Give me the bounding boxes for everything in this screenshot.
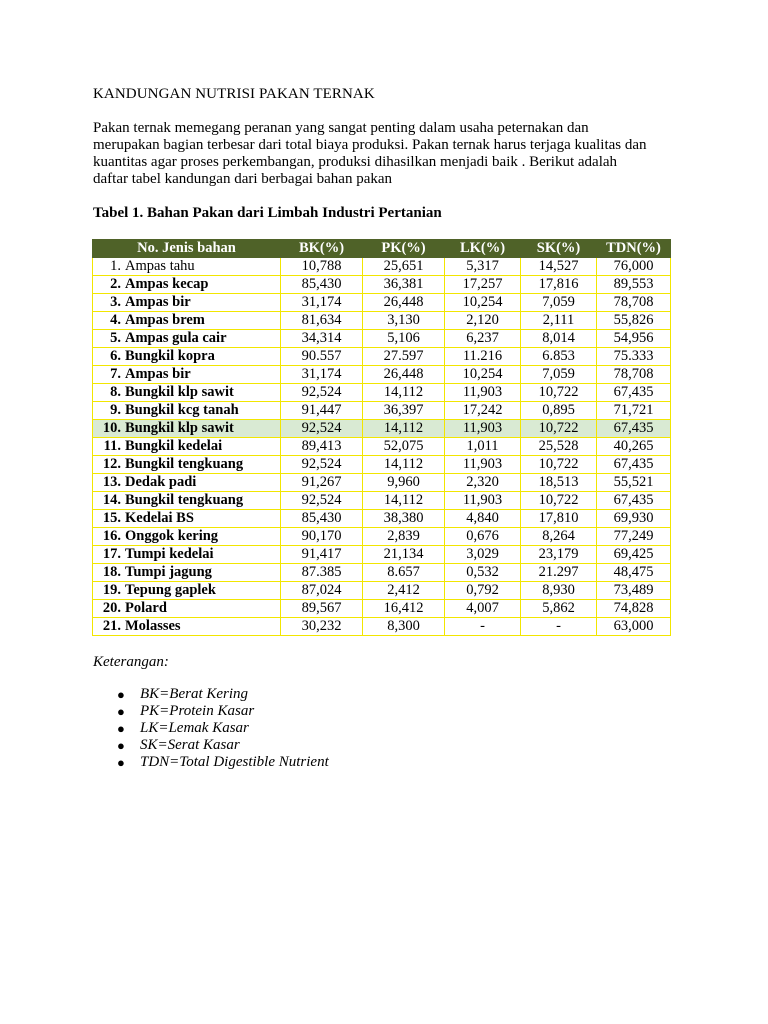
cell-pk: 25,651 [363,258,445,276]
cell-bk: 89,413 [281,438,363,456]
cell-pk: 26,448 [363,294,445,312]
header-cell-bk: BK(%) [281,240,363,258]
nutrition-table [92,239,671,636]
cell-sk: 10,722 [521,456,597,474]
cell-sk: 14,527 [521,258,597,276]
cell-pk: 14,112 [363,420,445,438]
row-number: 8. [110,384,121,400]
cell-tdn: 77,249 [597,528,671,546]
table-row [93,276,671,294]
cell-tdn: 67,435 [597,456,671,474]
cell-sk: 18,513 [521,474,597,492]
row-number: 12. [102,456,121,472]
table-row [93,474,671,492]
cell-lk: 1,011 [445,438,521,456]
row-name: Onggok kering [125,528,219,544]
cell-tdn: 67,435 [597,384,671,402]
cell-lk: 2,320 [445,474,521,492]
cell-bk: 31,174 [281,366,363,384]
cell-pk: 16,412 [363,600,445,618]
row-name: Dedak padi [125,474,197,490]
cell-sk: 2,111 [521,312,597,330]
table-row [93,384,671,402]
cell-jenis-bahan [93,618,281,636]
cell-jenis-bahan [93,456,281,474]
row-name: Tumpi kedelai [125,546,214,562]
intro-line: kuantitas agar proses perkembangan, produksi dihasilkan menjadi baik . Berikut adalah [93,154,618,170]
table-row [93,528,671,546]
cell-lk: 4,007 [445,600,521,618]
cell-lk: - [445,618,521,636]
cell-tdn: 69,425 [597,546,671,564]
cell-lk: 11,903 [445,456,521,474]
cell-jenis-bahan [93,348,281,366]
intro-line: merupakan bagian terbesar dari total biaya produksi. Pakan ternak harus terjaga kualitas dan [93,137,647,153]
table-row [93,456,671,474]
cell-sk: 7,059 [521,294,597,312]
row-name: Bungkil tengkuang [125,492,244,508]
cell-pk: 26,448 [363,366,445,384]
row-name: Bungkil tengkuang [125,456,244,472]
header-cell-sk: SK(%) [521,240,597,258]
cell-tdn: 78,708 [597,366,671,384]
header-cell-tdn: TDN(%) [597,240,671,258]
cell-tdn: 74,828 [597,600,671,618]
table-row [93,546,671,564]
cell-bk: 81,634 [281,312,363,330]
cell-sk: 10,722 [521,420,597,438]
list-item [93,754,329,771]
cell-bk: 92,524 [281,384,363,402]
cell-lk: 3,029 [445,546,521,564]
row-name: Bungkil kedelai [125,438,223,454]
cell-bk: 87,024 [281,582,363,600]
row-number: 13. [102,474,121,490]
cell-bk: 92,524 [281,420,363,438]
cell-lk: 2,120 [445,312,521,330]
cell-sk: 6.853 [521,348,597,366]
cell-sk: 7,059 [521,366,597,384]
cell-bk: 34,314 [281,330,363,348]
cell-pk: 5,106 [363,330,445,348]
cell-jenis-bahan [93,582,281,600]
cell-pk: 14,112 [363,492,445,510]
cell-jenis-bahan [93,438,281,456]
bullet-icon: ● [117,687,125,702]
cell-lk: 11,903 [445,420,521,438]
cell-jenis-bahan [93,564,281,582]
cell-pk: 52,075 [363,438,445,456]
cell-pk: 3,130 [363,312,445,330]
cell-tdn: 67,435 [597,420,671,438]
cell-lk: 0,676 [445,528,521,546]
table-row [93,600,671,618]
cell-bk: 89,567 [281,600,363,618]
cell-pk: 14,112 [363,456,445,474]
cell-pk: 21,134 [363,546,445,564]
cell-pk: 38,380 [363,510,445,528]
intro-paragraph [93,120,683,188]
list-item [93,686,329,703]
cell-lk: 4,840 [445,510,521,528]
list-item [93,703,329,720]
note-text: SK=Serat Kasar [140,737,240,753]
cell-sk: 5,862 [521,600,597,618]
cell-jenis-bahan [93,474,281,492]
cell-jenis-bahan [93,420,281,438]
cell-tdn: 78,708 [597,294,671,312]
cell-pk: 2,412 [363,582,445,600]
cell-lk: 0,792 [445,582,521,600]
cell-tdn: 75.333 [597,348,671,366]
list-item [93,737,329,754]
cell-tdn: 76,000 [597,258,671,276]
row-number: 4. [110,312,121,328]
cell-tdn: 69,930 [597,510,671,528]
row-number: 15. [102,510,121,526]
cell-jenis-bahan [93,258,281,276]
cell-jenis-bahan [93,528,281,546]
table-row [93,492,671,510]
cell-sk: 25,528 [521,438,597,456]
table-row [93,564,671,582]
cell-lk: 10,254 [445,294,521,312]
row-number: 11. [103,438,121,454]
row-name: Bungkil kcg tanah [125,402,239,418]
cell-sk: 17,810 [521,510,597,528]
cell-sk: 10,722 [521,492,597,510]
row-name: Ampas brem [125,312,205,328]
cell-jenis-bahan [93,510,281,528]
cell-jenis-bahan [93,276,281,294]
cell-lk: 5,317 [445,258,521,276]
cell-tdn: 55,826 [597,312,671,330]
cell-bk: 92,524 [281,492,363,510]
table-row [93,402,671,420]
table-row [93,294,671,312]
cell-tdn: 54,956 [597,330,671,348]
row-name: Tepung gaplek [125,582,216,598]
cell-lk: 11,903 [445,384,521,402]
cell-bk: 31,174 [281,294,363,312]
cell-bk: 91,417 [281,546,363,564]
cell-sk: 8,264 [521,528,597,546]
cell-lk: 11.216 [445,348,521,366]
cell-tdn: 67,435 [597,492,671,510]
cell-sk: 21.297 [521,564,597,582]
cell-lk: 0,532 [445,564,521,582]
table-row [93,618,671,636]
cell-pk: 36,381 [363,276,445,294]
cell-jenis-bahan [93,294,281,312]
cell-sk: 17,816 [521,276,597,294]
cell-jenis-bahan [93,384,281,402]
row-number: 17. [102,546,121,562]
table-body [93,258,671,636]
row-number: 10. [102,420,121,436]
row-name: Tumpi jagung [125,564,212,580]
cell-tdn: 48,475 [597,564,671,582]
table-title: Tabel 1. Bahan Pakan dari Limbah Industri Pertanian [93,205,442,221]
table-row [93,330,671,348]
cell-lk: 11,903 [445,492,521,510]
intro-line: Pakan ternak memegang peranan yang sangat penting dalam usaha peternakan dan [93,120,589,136]
list-item [93,720,329,737]
cell-lk: 17,242 [445,402,521,420]
row-name: Bungkil klp sawit [125,384,234,400]
header-cell-lk: LK(%) [445,240,521,258]
table-row [93,510,671,528]
row-name: Ampas bir [125,294,191,310]
cell-bk: 85,430 [281,276,363,294]
note-text: TDN=Total Digestible Nutrient [140,754,329,770]
row-name: Bungkil klp sawit [125,420,234,436]
cell-jenis-bahan [93,492,281,510]
bullet-icon: ● [117,738,125,753]
cell-jenis-bahan [93,402,281,420]
row-number: 14. [102,492,121,508]
row-number: 3. [110,294,121,310]
note-text: LK=Lemak Kasar [140,720,249,736]
row-number: 5. [110,330,121,346]
cell-sk: 8,930 [521,582,597,600]
notes-title: Keterangan: [93,654,169,670]
cell-bk: 85,430 [281,510,363,528]
cell-bk: 91,447 [281,402,363,420]
cell-pk: 14,112 [363,384,445,402]
cell-pk: 9,960 [363,474,445,492]
table-row [93,258,671,276]
cell-tdn: 73,489 [597,582,671,600]
bullet-icon: ● [117,721,125,736]
cell-sk: 10,722 [521,384,597,402]
cell-bk: 10,788 [281,258,363,276]
cell-jenis-bahan [93,330,281,348]
cell-bk: 92,524 [281,456,363,474]
cell-pk: 2,839 [363,528,445,546]
cell-bk: 91,267 [281,474,363,492]
cell-sk: 8,014 [521,330,597,348]
row-number: 21. [102,618,121,634]
row-number: 9. [110,402,121,418]
cell-pk: 27.597 [363,348,445,366]
intro-line: daftar tabel kandungan dari berbagai bahan pakan [93,171,393,187]
row-name: Ampas gula cair [125,330,227,346]
row-name: Ampas kecap [125,276,209,292]
header-cell-pk: PK(%) [363,240,445,258]
cell-bk: 87.385 [281,564,363,582]
table-row [93,366,671,384]
cell-pk: 8.657 [363,564,445,582]
cell-jenis-bahan [93,546,281,564]
bullet-icon: ● [117,704,125,719]
cell-lk: 17,257 [445,276,521,294]
table-header-row [93,240,671,258]
cell-lk: 6,237 [445,330,521,348]
note-text: PK=Protein Kasar [140,703,255,719]
cell-tdn: 40,265 [597,438,671,456]
row-number: 1. [110,258,121,274]
cell-tdn: 63,000 [597,618,671,636]
cell-pk: 8,300 [363,618,445,636]
cell-bk: 90.557 [281,348,363,366]
table-row [93,420,671,438]
row-number: 20. [102,600,121,616]
cell-tdn: 55,521 [597,474,671,492]
note-text: BK=Berat Kering [140,686,249,702]
row-name: Polard [125,600,167,616]
row-name: Kedelai BS [125,510,194,526]
cell-sk: 0,895 [521,402,597,420]
row-name: Molasses [125,618,181,634]
cell-tdn: 71,721 [597,402,671,420]
row-number: 2. [110,276,121,292]
cell-pk: 36,397 [363,402,445,420]
table-row [93,348,671,366]
document-title: KANDUNGAN NUTRISI PAKAN TERNAK [93,86,375,102]
row-number: 16. [102,528,121,544]
row-name: Ampas bir [125,366,191,382]
notes-list [93,686,329,771]
cell-jenis-bahan [93,312,281,330]
cell-bk: 30,232 [281,618,363,636]
row-number: 18. [102,564,121,580]
row-number: 19. [102,582,121,598]
table-row [93,438,671,456]
cell-sk: 23,179 [521,546,597,564]
cell-jenis-bahan [93,600,281,618]
row-name: Bungkil kopra [125,348,215,364]
row-name: Ampas tahu [125,258,195,274]
cell-tdn: 89,553 [597,276,671,294]
bullet-icon: ● [117,755,125,770]
header-cell-name: No. Jenis bahan [93,240,281,258]
cell-lk: 10,254 [445,366,521,384]
table-row [93,312,671,330]
cell-bk: 90,170 [281,528,363,546]
table-row [93,582,671,600]
cell-sk: - [521,618,597,636]
cell-jenis-bahan [93,366,281,384]
row-number: 6. [110,348,121,364]
row-number: 7. [110,366,121,382]
